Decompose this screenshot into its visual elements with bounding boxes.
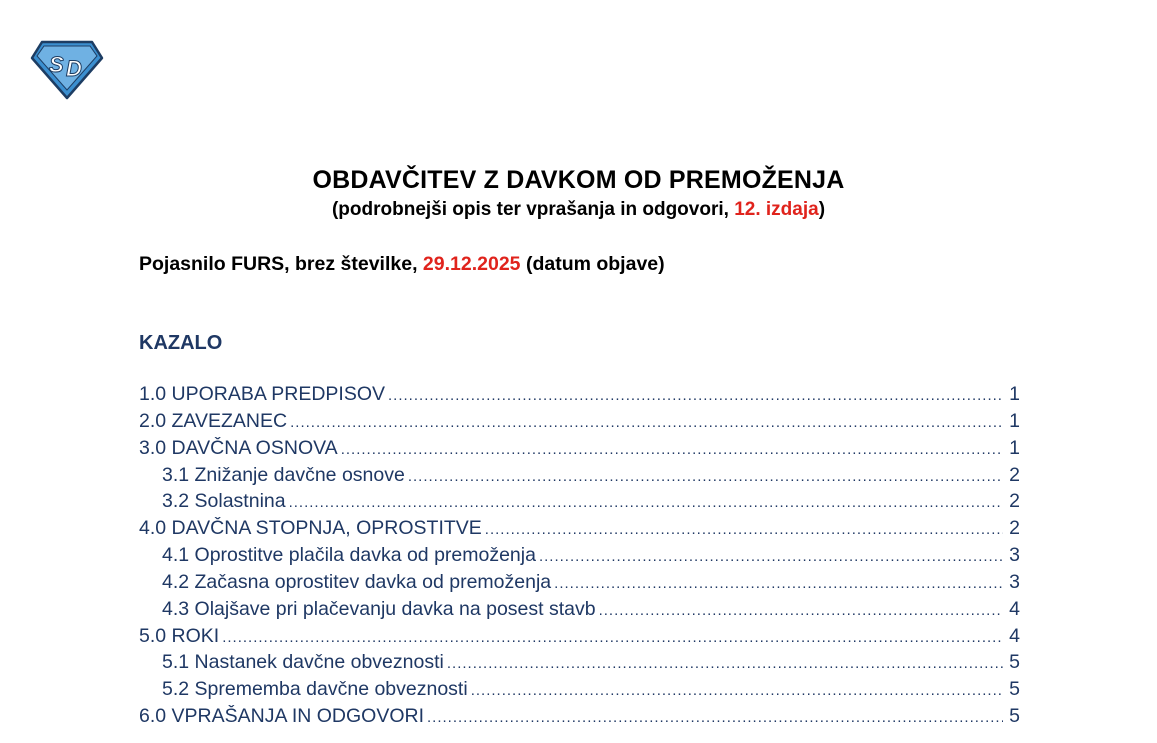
toc-entry[interactable] xyxy=(139,517,1020,544)
toc-entry[interactable] xyxy=(139,490,1020,517)
document-subtitle xyxy=(0,198,1157,222)
toc-entry-label: 4.1 Oprostitve plačila davka od premoženja xyxy=(162,544,536,567)
toc-page-number: 5 xyxy=(1009,705,1020,728)
toc-entry-label: 4.3 Olajšave pri plačevanju davka na posest stavb xyxy=(162,597,596,620)
toc-entry-label: 2.0 ZAVEZANEC xyxy=(139,409,288,432)
toc-page-number: 4 xyxy=(1009,624,1020,647)
toc-page-number: 1 xyxy=(1009,436,1020,459)
sd-diamond-logo-icon xyxy=(30,40,104,100)
toc-entry-label: 5.2 Sprememba davčne obveznosti xyxy=(162,678,468,701)
document-title: OBDAVČITEV Z DAVKOM OD PREMOŽENJA xyxy=(312,166,845,194)
toc-leader xyxy=(447,655,1003,672)
toc-entry[interactable] xyxy=(139,598,1020,625)
explanation-suffix: (datum objave) xyxy=(520,253,665,275)
svg-text:S: S xyxy=(49,52,64,77)
toc-entry-label: 3.0 DAVČNA OSNOVA xyxy=(139,436,338,459)
svg-text:D: D xyxy=(66,56,82,81)
publication-date: 29.12.2025 xyxy=(422,253,521,275)
toc-page-number: 3 xyxy=(1009,570,1020,593)
toc-leader xyxy=(539,548,1003,565)
toc-page-number: 5 xyxy=(1009,678,1020,701)
toc-entry-label: 4.0 DAVČNA STOPNJA, OPROSTITVE xyxy=(139,517,482,540)
toc-entry[interactable] xyxy=(139,437,1020,464)
toc-entry[interactable] xyxy=(139,464,1020,491)
toc-leader xyxy=(388,387,1003,404)
toc-page-number: 3 xyxy=(1009,544,1020,567)
toc-leader xyxy=(485,521,1003,538)
toc-leader xyxy=(222,629,1003,646)
toc-entry-label: 4.2 Začasna oprostitev davka od premoženja xyxy=(162,570,552,593)
toc-page-number: 2 xyxy=(1009,517,1020,540)
toc-entry[interactable] xyxy=(139,383,1020,410)
toc-entry[interactable] xyxy=(139,678,1020,705)
toc-entry-label: 5.0 ROKI xyxy=(139,624,220,647)
toc-leader xyxy=(599,602,1003,619)
toc-entry-label: 3.1 Znižanje davčne osnove xyxy=(162,463,405,486)
toc-leader xyxy=(290,414,1003,431)
toc-leader xyxy=(471,682,1003,699)
toc-entry[interactable] xyxy=(139,544,1020,571)
edition-label: 12. izdaja xyxy=(734,199,819,220)
toc-page-number: 2 xyxy=(1009,490,1020,513)
toc-entry-label: 6.0 VPRAŠANJA IN ODGOVORI xyxy=(139,705,424,728)
toc-entry[interactable] xyxy=(139,651,1020,678)
toc-entry[interactable] xyxy=(139,625,1020,652)
toc-entry[interactable] xyxy=(139,571,1020,598)
explanation-line xyxy=(139,252,665,276)
toc-heading: KAZALO xyxy=(139,332,223,354)
toc-page-number: 2 xyxy=(1009,463,1020,486)
toc-entry-label: 1.0 UPORABA PREDPISOV xyxy=(139,383,386,405)
toc-leader xyxy=(408,468,1003,485)
toc-entry-label: 5.1 Nastanek davčne obveznosti xyxy=(162,651,444,674)
explanation-prefix: Pojasnilo FURS, brez številke, xyxy=(139,253,423,275)
toc-page-number: 1 xyxy=(1009,383,1020,405)
toc-leader xyxy=(427,709,1003,726)
toc-entry-label: 3.2 Solastnina xyxy=(162,490,286,513)
toc-page-number: 5 xyxy=(1009,651,1020,674)
toc-leader xyxy=(341,441,1003,458)
toc-entry[interactable] xyxy=(139,410,1020,437)
subtitle-suffix: ) xyxy=(818,199,826,220)
toc-leader xyxy=(554,575,1003,592)
toc-entry[interactable] xyxy=(139,705,1020,732)
toc-page-number: 1 xyxy=(1009,409,1020,432)
subtitle-prefix: (podrobnejši opis ter vprašanja in odgovori, xyxy=(331,199,735,220)
toc-page-number: 4 xyxy=(1009,597,1020,620)
table-of-contents xyxy=(139,383,1020,732)
toc-leader xyxy=(289,494,1003,511)
